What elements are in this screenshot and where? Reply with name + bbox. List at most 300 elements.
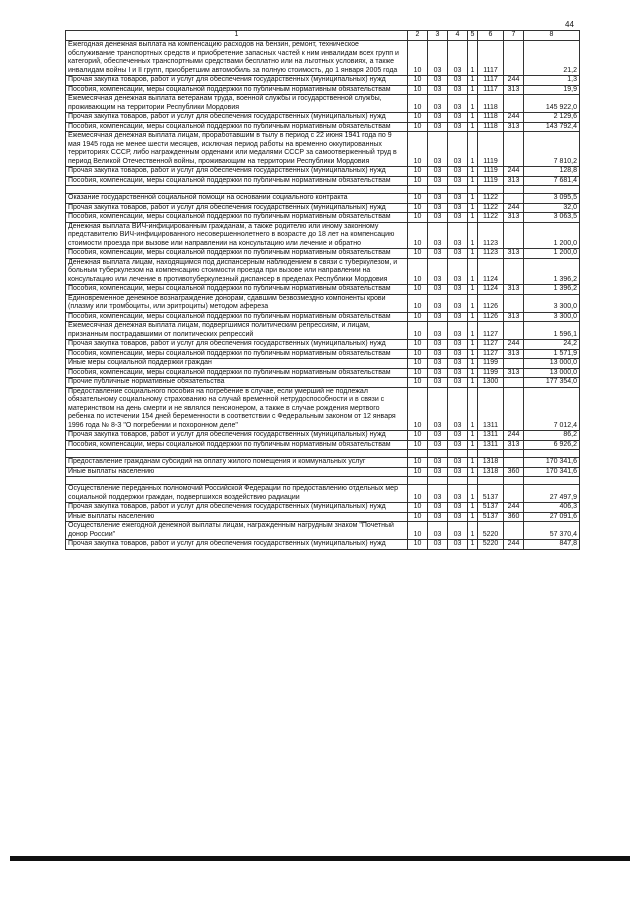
row-csr-2: 1 [468, 540, 478, 550]
table-row [66, 378, 580, 388]
row-name: Ежемесячная денежная выплата лицам, проработавшим в тылу в период с 22 июня 1941 года по 9 мая 1945 года не менее шести месяцев, исключая период работы на временно оккупированных территориях СССР, либо награжденным орденами или медалями СССР за самоотверженный труд в период Великой Отечественной войны, проживающим на территории Республики Мордовия [66, 132, 408, 167]
row-amount: 1 396,2 [524, 285, 580, 295]
row-amount: 128,8 [524, 167, 580, 177]
row-csr-2: 1 [468, 467, 478, 477]
row-razdel: 10 [408, 440, 428, 450]
row-amount: 3 063,5 [524, 213, 580, 223]
row-podrazdel: 03 [428, 540, 448, 550]
row-name: Пособия, компенсации, меры социальной поддержки по публичным нормативным обязательствам [66, 440, 408, 450]
row-name: Иные выплаты населению [66, 512, 408, 522]
row-amount: 1 571,9 [524, 349, 580, 359]
row-podrazdel: 03 [428, 132, 448, 167]
row-csr-3: 1123 [478, 222, 504, 249]
row-csr-1: 03 [448, 458, 468, 468]
row-vr [504, 222, 524, 249]
spacer-cell [468, 477, 478, 485]
row-name: Пособия, компенсации, меры социальной поддержки по публичным нормативным обязательствам [66, 249, 408, 259]
row-name: Пособия, компенсации, меры социальной поддержки по публичным нормативным обязательствам [66, 312, 408, 322]
row-csr-1: 03 [448, 285, 468, 295]
row-vr: 313 [504, 176, 524, 186]
row-podrazdel: 03 [428, 440, 448, 450]
row-name: Пособия, компенсации, меры социальной поддержки по публичным нормативным обязательствам [66, 122, 408, 132]
row-amount: 145 922,0 [524, 95, 580, 113]
row-csr-2: 1 [468, 340, 478, 350]
row-razdel: 10 [408, 194, 428, 204]
table-row [66, 312, 580, 322]
row-razdel: 10 [408, 340, 428, 350]
row-csr-1: 03 [448, 194, 468, 204]
row-podrazdel: 03 [428, 512, 448, 522]
row-csr-1: 03 [448, 467, 468, 477]
row-csr-3: 1127 [478, 340, 504, 350]
row-podrazdel: 03 [428, 85, 448, 95]
row-csr-2: 1 [468, 378, 478, 388]
row-amount: 1 596,1 [524, 322, 580, 340]
row-podrazdel: 03 [428, 322, 448, 340]
spacer-cell [468, 450, 478, 458]
table-row [66, 387, 580, 431]
row-podrazdel: 03 [428, 485, 448, 503]
row-vr [504, 387, 524, 431]
row-podrazdel: 03 [428, 41, 448, 76]
row-csr-3: 1311 [478, 387, 504, 431]
row-csr-1: 03 [448, 378, 468, 388]
row-csr-3: 5220 [478, 522, 504, 540]
row-vr: 244 [504, 503, 524, 513]
row-name: Пособия, компенсации, меры социальной поддержки по публичным нормативным обязательствам [66, 176, 408, 186]
row-csr-3: 5137 [478, 512, 504, 522]
spacer-cell [428, 477, 448, 485]
row-podrazdel: 03 [428, 194, 448, 204]
row-podrazdel: 03 [428, 431, 448, 441]
row-vr [504, 258, 524, 285]
row-csr-2: 1 [468, 312, 478, 322]
row-razdel: 10 [408, 122, 428, 132]
row-razdel: 10 [408, 387, 428, 431]
row-csr-2: 1 [468, 512, 478, 522]
row-razdel: 10 [408, 294, 428, 312]
row-podrazdel: 03 [428, 368, 448, 378]
row-vr: 244 [504, 340, 524, 350]
spacer-cell [504, 450, 524, 458]
row-podrazdel: 03 [428, 312, 448, 322]
row-csr-3: 1119 [478, 167, 504, 177]
row-csr-1: 03 [448, 359, 468, 369]
table-row [66, 85, 580, 95]
row-amount: 21,2 [524, 41, 580, 76]
row-amount: 1 396,2 [524, 258, 580, 285]
row-csr-1: 03 [448, 258, 468, 285]
row-vr [504, 194, 524, 204]
row-razdel: 10 [408, 76, 428, 86]
row-csr-2: 1 [468, 431, 478, 441]
table-row [66, 458, 580, 468]
row-vr: 313 [504, 249, 524, 259]
row-amount: 32,0 [524, 203, 580, 213]
row-podrazdel: 03 [428, 467, 448, 477]
row-amount: 13 000,0 [524, 368, 580, 378]
row-csr-2: 1 [468, 285, 478, 295]
row-csr-2: 1 [468, 41, 478, 76]
spacer-cell [428, 186, 448, 194]
table-row [66, 467, 580, 477]
row-podrazdel: 03 [428, 176, 448, 186]
row-podrazdel: 03 [428, 387, 448, 431]
row-vr [504, 378, 524, 388]
row-csr-1: 03 [448, 312, 468, 322]
row-vr: 313 [504, 349, 524, 359]
row-csr-3: 5137 [478, 503, 504, 513]
table-row [66, 132, 580, 167]
row-name: Прочая закупка товаров, работ и услуг для обеспечения государственных (муниципальных) нужд [66, 167, 408, 177]
row-csr-1: 03 [448, 222, 468, 249]
row-podrazdel: 03 [428, 222, 448, 249]
table-row [66, 194, 580, 204]
spacer-cell [504, 477, 524, 485]
row-amount: 170 341,6 [524, 458, 580, 468]
row-podrazdel: 03 [428, 349, 448, 359]
row-razdel: 10 [408, 95, 428, 113]
row-csr-1: 03 [448, 122, 468, 132]
row-vr: 244 [504, 203, 524, 213]
header-cell-1: 1 [66, 31, 408, 41]
table-row [66, 440, 580, 450]
spacer-cell [524, 186, 580, 194]
row-amount: 3 300,0 [524, 294, 580, 312]
row-csr-1: 03 [448, 41, 468, 76]
row-name: Пособия, компенсации, меры социальной поддержки по публичным нормативным обязательствам [66, 349, 408, 359]
row-csr-2: 1 [468, 222, 478, 249]
row-csr-2: 1 [468, 258, 478, 285]
row-name: Иные меры социальной поддержки граждан [66, 359, 408, 369]
row-podrazdel: 03 [428, 113, 448, 123]
row-amount: 27 497,9 [524, 485, 580, 503]
header-cell-2: 2 [408, 31, 428, 41]
row-csr-3: 1119 [478, 176, 504, 186]
spacer-cell [408, 477, 428, 485]
row-razdel: 10 [408, 512, 428, 522]
row-name: Прочие публичные нормативные обязательства [66, 378, 408, 388]
row-csr-2: 1 [468, 503, 478, 513]
row-csr-1: 03 [448, 485, 468, 503]
row-razdel: 10 [408, 378, 428, 388]
row-name: Иные выплаты населению [66, 467, 408, 477]
spacer-cell [504, 186, 524, 194]
row-name: Денежная выплата лицам, находящимся под диспансерным наблюдением в связи с туберкулезом, и больным туберкулезом на компенсацию стоимости проезда при вызове или направлении на консультацию или лечение в противотуберкулезный диспансер в пределах Республики Мордовия [66, 258, 408, 285]
row-razdel: 10 [408, 167, 428, 177]
spacer-cell [524, 450, 580, 458]
row-csr-3: 1318 [478, 467, 504, 477]
row-csr-2: 1 [468, 167, 478, 177]
row-csr-2: 1 [468, 76, 478, 86]
row-amount: 7 681,4 [524, 176, 580, 186]
header-cell-8: 8 [524, 31, 580, 41]
row-csr-2: 1 [468, 203, 478, 213]
row-vr [504, 522, 524, 540]
row-razdel: 10 [408, 249, 428, 259]
row-razdel: 10 [408, 258, 428, 285]
row-name: Прочая закупка товаров, работ и услуг для обеспечения государственных (муниципальных) нужд [66, 540, 408, 550]
row-name: Пособия, компенсации, меры социальной поддержки по публичным нормативным обязательствам [66, 85, 408, 95]
table-row [66, 41, 580, 76]
row-podrazdel: 03 [428, 167, 448, 177]
row-razdel: 10 [408, 349, 428, 359]
row-csr-3: 1118 [478, 122, 504, 132]
row-podrazdel: 03 [428, 378, 448, 388]
row-razdel: 10 [408, 431, 428, 441]
row-csr-1: 03 [448, 213, 468, 223]
row-amount: 86,2 [524, 431, 580, 441]
row-razdel: 10 [408, 176, 428, 186]
table-row [66, 203, 580, 213]
row-csr-1: 03 [448, 322, 468, 340]
row-vr: 360 [504, 512, 524, 522]
row-csr-1: 03 [448, 368, 468, 378]
row-name: Ежемесячная денежная выплата лицам, подвергшимся политическим репрессиям, и лицам, признанным пострадавшими от политических репрессий [66, 322, 408, 340]
header-cell-7: 7 [504, 31, 524, 41]
table-row [66, 113, 580, 123]
row-amount: 143 792,4 [524, 122, 580, 132]
row-csr-3: 1117 [478, 41, 504, 76]
table-row [66, 540, 580, 550]
row-vr: 244 [504, 540, 524, 550]
header-cell-6: 6 [478, 31, 504, 41]
row-csr-3: 1311 [478, 440, 504, 450]
row-csr-3: 1122 [478, 194, 504, 204]
row-csr-2: 1 [468, 132, 478, 167]
table-row [66, 76, 580, 86]
row-csr-1: 03 [448, 522, 468, 540]
row-name: Пособия, компенсации, меры социальной поддержки по публичным нормативным обязательствам [66, 368, 408, 378]
row-csr-3: 5137 [478, 485, 504, 503]
row-razdel: 10 [408, 41, 428, 76]
row-csr-2: 1 [468, 359, 478, 369]
row-name: Оказание государственной социальной помощи на основании социального контракта [66, 194, 408, 204]
row-name: Ежемесячная денежная выплата ветеранам труда, военной службы и государственной службы, проживающим на территории Республики Мордовия [66, 95, 408, 113]
spacer-cell [524, 477, 580, 485]
spacer-cell [448, 477, 468, 485]
row-vr: 244 [504, 167, 524, 177]
row-razdel: 10 [408, 113, 428, 123]
row-csr-2: 1 [468, 485, 478, 503]
spacer-cell [66, 186, 408, 194]
row-razdel: 10 [408, 132, 428, 167]
row-amount: 3 095,5 [524, 194, 580, 204]
row-razdel: 10 [408, 368, 428, 378]
row-amount: 6 926,2 [524, 440, 580, 450]
row-csr-3: 1123 [478, 249, 504, 259]
row-amount: 3 300,0 [524, 312, 580, 322]
table-row [66, 95, 580, 113]
page-number: 44 [565, 20, 574, 29]
spacer-cell [478, 477, 504, 485]
row-podrazdel: 03 [428, 285, 448, 295]
table-row [66, 512, 580, 522]
row-csr-3: 1117 [478, 85, 504, 95]
row-vr: 313 [504, 312, 524, 322]
table-row [66, 167, 580, 177]
row-csr-3: 1199 [478, 368, 504, 378]
spacer-cell [448, 186, 468, 194]
row-amount: 170 341,6 [524, 467, 580, 477]
row-razdel: 10 [408, 458, 428, 468]
row-csr-1: 03 [448, 540, 468, 550]
spacer-cell [428, 450, 448, 458]
row-vr: 313 [504, 213, 524, 223]
table-row [66, 359, 580, 369]
row-razdel: 10 [408, 222, 428, 249]
spacer-cell [468, 186, 478, 194]
row-csr-3: 1118 [478, 95, 504, 113]
row-vr [504, 294, 524, 312]
page-bottom-bar [10, 856, 630, 861]
row-podrazdel: 03 [428, 294, 448, 312]
row-csr-2: 1 [468, 387, 478, 431]
row-csr-3: 1300 [478, 378, 504, 388]
table-row [66, 349, 580, 359]
row-podrazdel: 03 [428, 213, 448, 223]
row-csr-3: 5220 [478, 540, 504, 550]
table-row [66, 485, 580, 503]
row-name: Прочая закупка товаров, работ и услуг для обеспечения государственных (муниципальных) нужд [66, 431, 408, 441]
row-razdel: 10 [408, 312, 428, 322]
table-row [66, 249, 580, 259]
row-name: Осуществление ежегодной денежной выплаты лицам, награжденным нагрудным знаком "Почетный донор России" [66, 522, 408, 540]
row-razdel: 10 [408, 467, 428, 477]
row-vr [504, 41, 524, 76]
row-csr-2: 1 [468, 122, 478, 132]
row-vr: 313 [504, 122, 524, 132]
row-name: Прочая закупка товаров, работ и услуг для обеспечения государственных (муниципальных) нужд [66, 203, 408, 213]
row-csr-1: 03 [448, 113, 468, 123]
row-csr-1: 03 [448, 349, 468, 359]
row-amount: 27 091,6 [524, 512, 580, 522]
row-podrazdel: 03 [428, 503, 448, 513]
row-podrazdel: 03 [428, 122, 448, 132]
row-csr-1: 03 [448, 387, 468, 431]
table-row [66, 368, 580, 378]
spacer-cell [66, 450, 408, 458]
spacer-row [66, 186, 580, 194]
spacer-cell [478, 186, 504, 194]
row-name: Предоставление социального пособия на погребение в случае, если умерший не подлежал обязательному социальному страхованию на случай временной нетрудоспособности и в связи с материнством на день смерти и не являлся пенсионером, а также в случае рождения мертвого ребенка по истечении 154 дней беременности в соответствии с Федеральным законом от 12 января 1996 года № 8-З "О погребении и похоронном деле" [66, 387, 408, 431]
row-csr-3: 1119 [478, 132, 504, 167]
spacer-cell [66, 477, 408, 485]
row-amount: 1 200,0 [524, 249, 580, 259]
row-csr-2: 1 [468, 322, 478, 340]
row-podrazdel: 03 [428, 76, 448, 86]
row-amount: 57 370,4 [524, 522, 580, 540]
row-csr-1: 03 [448, 167, 468, 177]
row-csr-3: 1126 [478, 294, 504, 312]
spacer-cell [448, 450, 468, 458]
table-row [66, 176, 580, 186]
row-amount: 1,3 [524, 76, 580, 86]
row-amount: 13 000,0 [524, 359, 580, 369]
row-csr-2: 1 [468, 458, 478, 468]
spacer-row [66, 477, 580, 485]
header-cell-3: 3 [428, 31, 448, 41]
row-podrazdel: 03 [428, 258, 448, 285]
row-name: Единовременное денежное вознаграждение донорам, сдавшим безвозмездно компоненты крови (плазму или тромбоциты, или эритроциты) методом афереза [66, 294, 408, 312]
row-csr-3: 1118 [478, 113, 504, 123]
row-csr-3: 1127 [478, 349, 504, 359]
table-row [66, 294, 580, 312]
row-name: Прочая закупка товаров, работ и услуг для обеспечения государственных (муниципальных) нужд [66, 76, 408, 86]
row-csr-3: 1318 [478, 458, 504, 468]
row-csr-3: 1122 [478, 213, 504, 223]
row-csr-1: 03 [448, 95, 468, 113]
row-vr: 313 [504, 285, 524, 295]
row-razdel: 10 [408, 322, 428, 340]
row-csr-1: 03 [448, 340, 468, 350]
row-csr-1: 03 [448, 512, 468, 522]
row-csr-1: 03 [448, 85, 468, 95]
row-csr-2: 1 [468, 440, 478, 450]
row-podrazdel: 03 [428, 359, 448, 369]
row-vr: 244 [504, 76, 524, 86]
row-name: Прочая закупка товаров, работ и услуг для обеспечения государственных (муниципальных) нужд [66, 340, 408, 350]
row-amount: 1 200,0 [524, 222, 580, 249]
row-razdel: 10 [408, 485, 428, 503]
budget-table [65, 30, 580, 550]
row-vr: 313 [504, 440, 524, 450]
row-csr-2: 1 [468, 522, 478, 540]
row-razdel: 10 [408, 203, 428, 213]
row-vr: 244 [504, 113, 524, 123]
row-razdel: 10 [408, 213, 428, 223]
row-csr-1: 03 [448, 431, 468, 441]
table-header-row [66, 31, 580, 41]
row-name: Денежная выплата ВИЧ-инфицированным гражданам, а также родителю или иному законному представителю ВИЧ-инфицированного несовершеннолетнего в возрасте до 18 лет на компенсацию стоимости проезда при вызове или направлении на консультацию или лечение и обратно [66, 222, 408, 249]
row-csr-2: 1 [468, 213, 478, 223]
row-amount: 7 012,4 [524, 387, 580, 431]
budget-table-body [66, 31, 580, 550]
row-vr [504, 95, 524, 113]
row-csr-2: 1 [468, 113, 478, 123]
table-row [66, 213, 580, 223]
row-csr-1: 03 [448, 503, 468, 513]
row-amount: 7 810,2 [524, 132, 580, 167]
row-razdel: 10 [408, 85, 428, 95]
row-csr-1: 03 [448, 440, 468, 450]
row-csr-2: 1 [468, 249, 478, 259]
table-row [66, 122, 580, 132]
row-csr-2: 1 [468, 85, 478, 95]
row-vr: 244 [504, 431, 524, 441]
row-csr-1: 03 [448, 76, 468, 86]
row-name: Осуществление переданных полномочий Российской Федерации по предоставлению отдельных мер социальной поддержки граждан, подвергшихся воздействию радиации [66, 485, 408, 503]
row-name: Пособия, компенсации, меры социальной поддержки по публичным нормативным обязательствам [66, 285, 408, 295]
row-amount: 2 129,6 [524, 113, 580, 123]
row-razdel: 10 [408, 522, 428, 540]
table-row [66, 285, 580, 295]
row-vr [504, 132, 524, 167]
row-amount: 19,9 [524, 85, 580, 95]
row-csr-1: 03 [448, 132, 468, 167]
row-amount: 24,2 [524, 340, 580, 350]
row-razdel: 10 [408, 285, 428, 295]
table-row [66, 222, 580, 249]
row-csr-1: 03 [448, 249, 468, 259]
header-cell-5: 5 [468, 31, 478, 41]
row-csr-1: 03 [448, 294, 468, 312]
row-name: Предоставление гражданам субсидий на оплату жилого помещения и коммунальных услуг [66, 458, 408, 468]
spacer-cell [408, 450, 428, 458]
row-csr-2: 1 [468, 349, 478, 359]
row-csr-2: 1 [468, 95, 478, 113]
row-vr: 360 [504, 467, 524, 477]
